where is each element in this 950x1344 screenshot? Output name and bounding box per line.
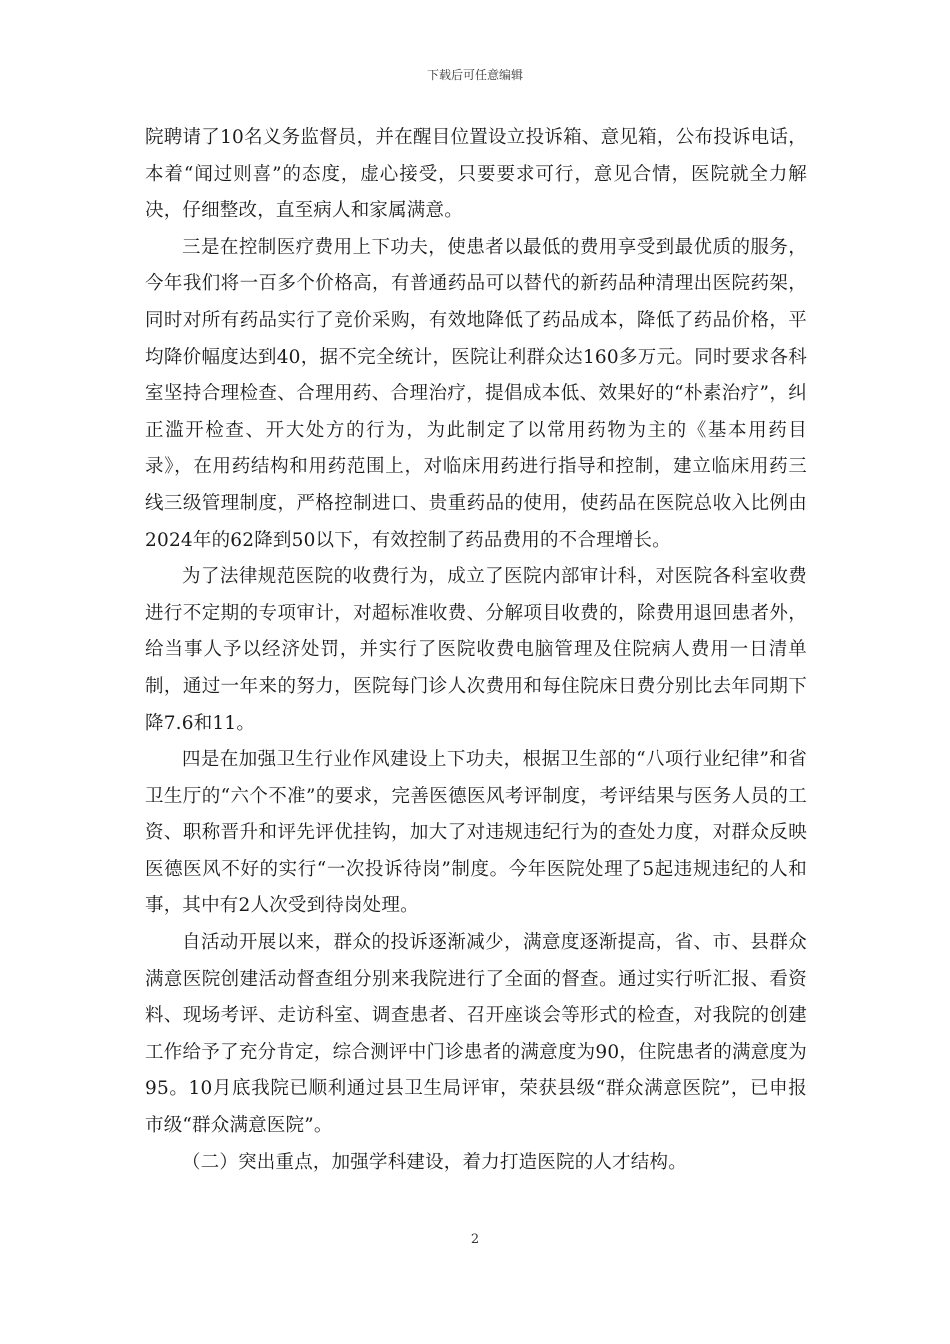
paragraph: 四是在加强卫生行业作风建设上下功夫，根据卫生部的“八项行业纪律”和省卫生厅的“六个不准”的要求，完善医德医风考评制度，考评结果与医务人员的工资、职称晋升和评先评优挂钩，加大了对违规违纪行为的查处力度，对群众反映医德医风不好的实行“一次投诉待岗”制度。今年医院处理了5起违规违纪的人和事，其中有2人次受到待岗处理。 [145,749,807,917]
page-number: 2 [470,1232,480,1247]
page-header: 下载后可任意编辑 [426,68,523,82]
paragraph: 院聘请了10名义务监督员，并在醒目位置设立投诉箱、意见箱，公布投诉电话，本着“闻过则喜”的态度，虚心接受，只要要求可行，意见合情，医院就全力解决，仔细整改，直至病人和家属满意。 [145,127,807,222]
section-heading: （二）突出重点，加强学科建设，着力打造医院的人才结构。 [182,1151,687,1173]
paragraph: 三是在控制医疗费用上下功夫，使患者以最低的费用享受到最优质的服务，今年我们将一百多个价格高，有普通药品可以替代的新药品种清理出医院药架，同时对所有药品实行了竞价采购，有效地降低了药品成本，降低了药品价格，平均降价幅度达到40，据不完全统计，医院让利群众达160多万元。同时要求各科室坚持合理检查、合理用药、合理治疗，提倡成本低、效果好的“朴素治疗”，纠正滥开检查、开大处方的行为，为此制定了以常用药物为主的《基本用药目录》，在用药结构和用药范围上，对临床用药进行指导和控制，建立临床用药三线三级管理制度，严格控制进口、贵重药品的使用，使药品在医院总收入比例由2024年的62降到50以下，有效控制了药品费用的不合理增长。 [145,236,807,551]
paragraph: 自活动开展以来，群众的投诉逐渐减少，满意度逐渐提高，省、市、县群众满意医院创建活动督查组分别来我院进行了全面的督查。通过实行听汇报、看资料、现场考评、走访科室、调查患者、召开座谈会等形式的检查，对我院的创建工作给予了充分肯定，综合测评中门诊患者的满意度为90，住院患者的满意度为95。10月底我院已顺利通过县卫生局评审，荣获县级“群众满意医院”，已申报市级“群众满意医院”。 [145,932,807,1137]
document-body [145,120,807,1181]
paragraph: 为了法律规范医院的收费行为，成立了医院内部审计科，对医院各科室收费进行不定期的专项审计，对超标准收费、分解项目收费的，除费用退回患者外，给当事人予以经济处罚，并实行了医院收费电脑管理及住院病人费用一日清单制，通过一年来的努力，医院每门诊人次费用和每住院床日费分别比去年同期下降7.6和11。 [145,566,807,734]
